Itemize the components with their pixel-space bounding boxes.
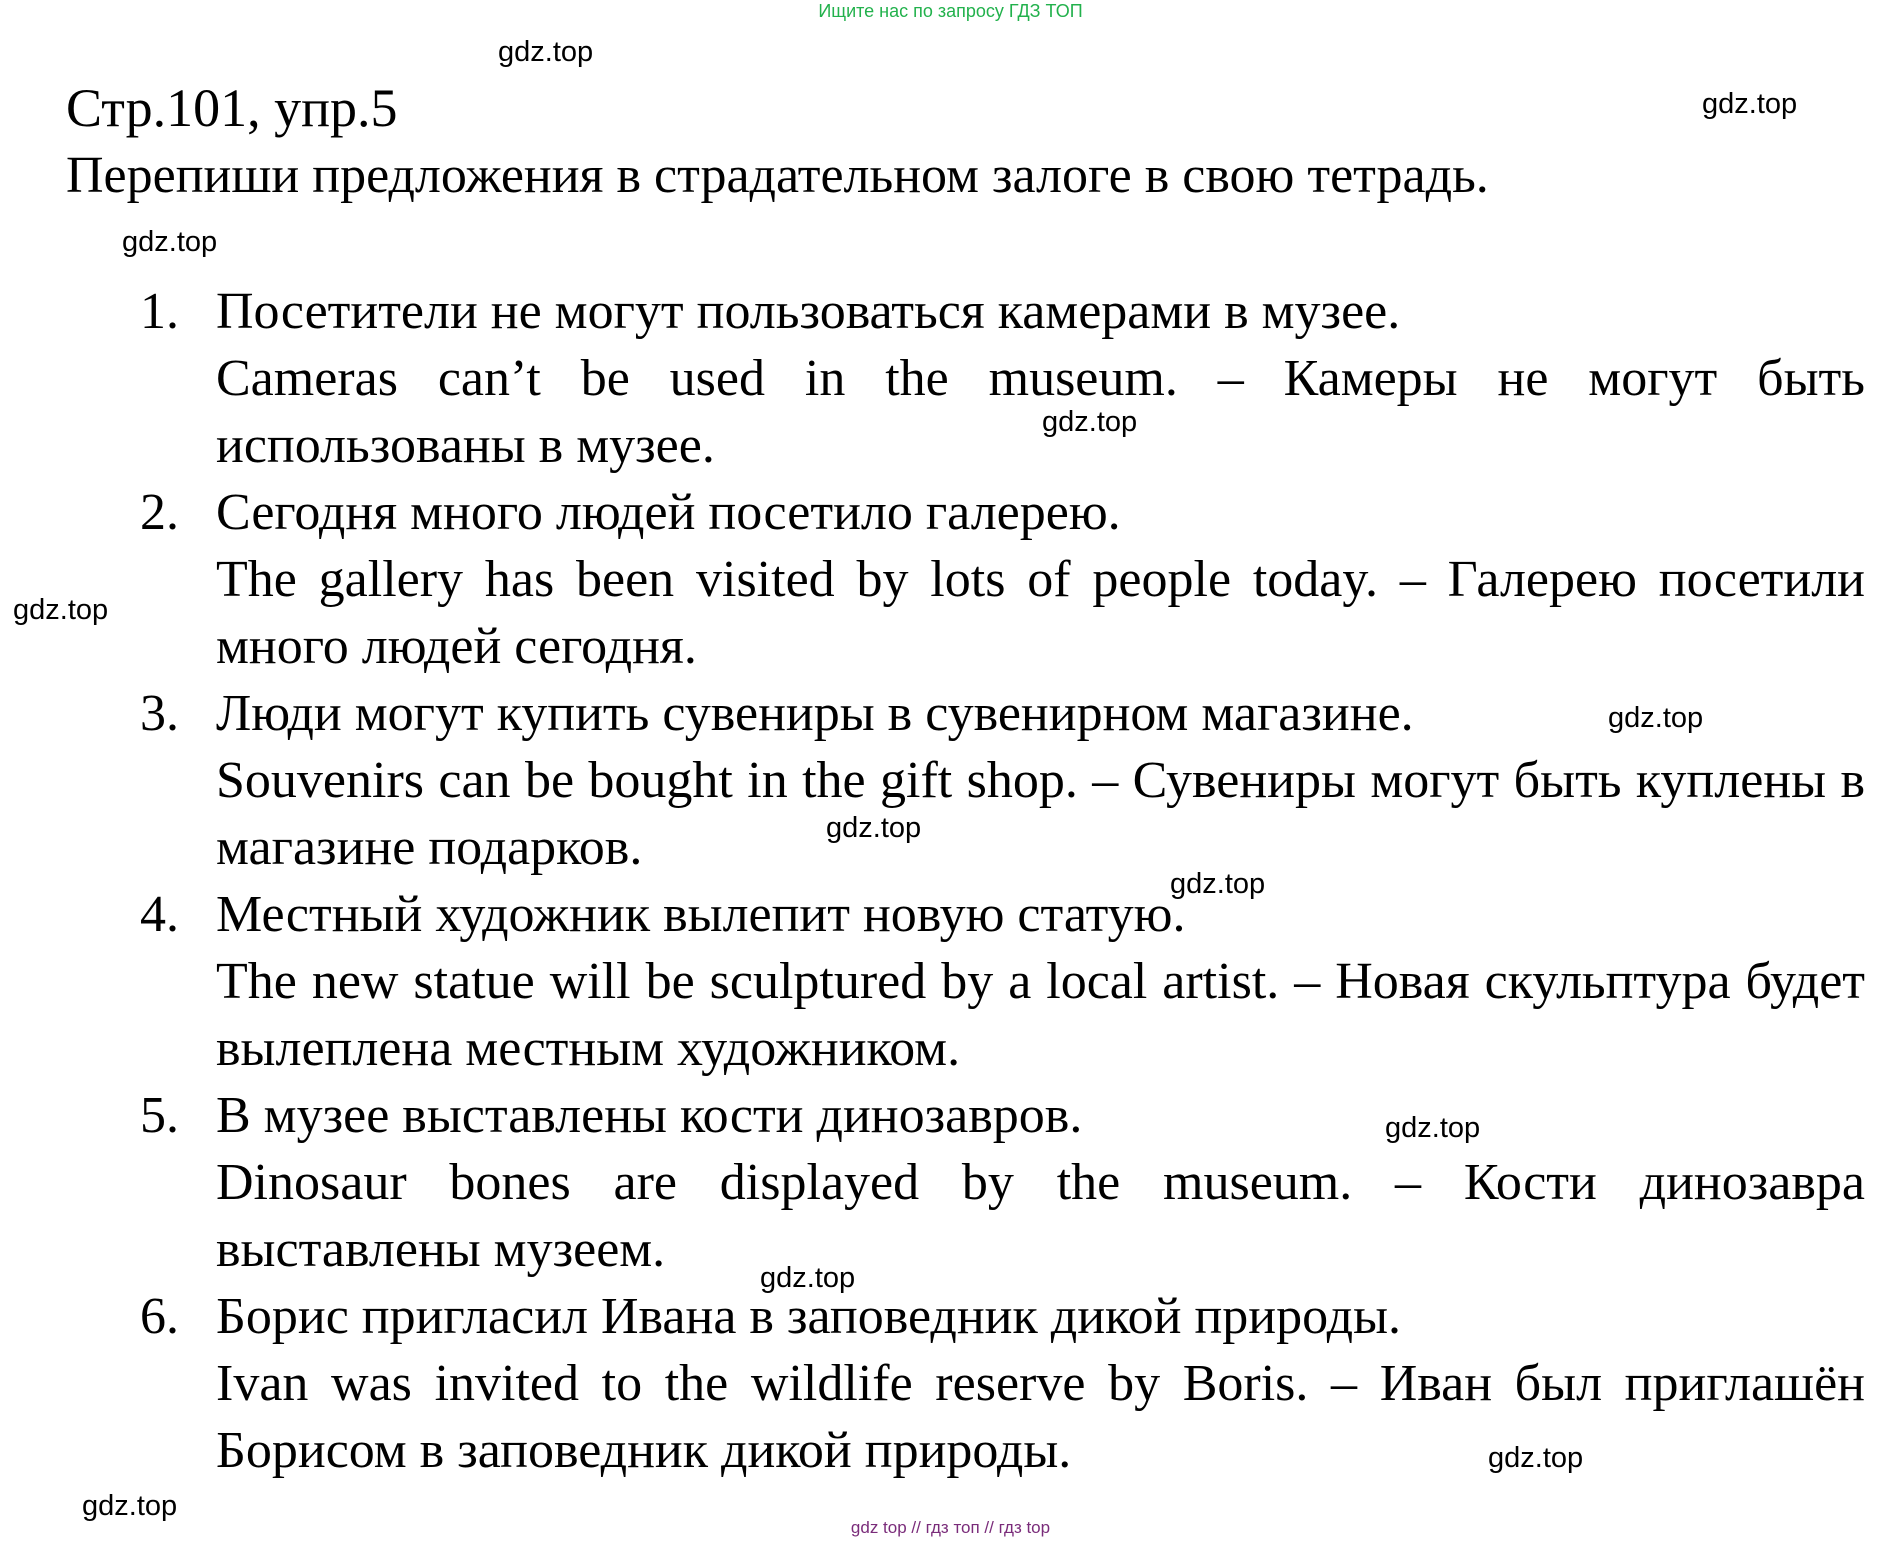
watermark: gdz.top — [1385, 1112, 1481, 1144]
watermark: gdz.top — [13, 594, 109, 626]
passive-answer: Ivan was invited to the wildlife reserve by Boris. – Иван был приглашён Борисом в заповедник дикой природы. — [216, 1355, 1865, 1479]
russian-sentence: Борис пригласил Ивана в заповедник дикой природы. — [216, 1288, 1402, 1345]
passive-answer: Cameras can’t be used in the museum. – Камеры не могут быть использованы в музее. — [216, 350, 1865, 474]
passive-answer: Dinosaur bones are displayed by the museum. – Кости динозавра выставлены музеем. — [216, 1154, 1865, 1278]
russian-sentence: Посетители не могут пользоваться камерами в музее. — [216, 283, 1401, 340]
item-number: 1. — [140, 283, 179, 340]
russian-sentence: В музее выставлены кости динозавров. — [216, 1087, 1083, 1144]
exercise-item — [140, 881, 1865, 1082]
watermark: gdz.top — [1702, 88, 1798, 120]
watermark: gdz.top — [1170, 868, 1266, 900]
item-number: 6. — [140, 1288, 179, 1345]
russian-sentence: Люди могут купить сувениры в сувенирном магазине. — [216, 685, 1414, 742]
top-search-banner: Ищите нас по запросу ГДЗ ТОП — [818, 1, 1083, 21]
bottom-footer-banner: gdz top // гдз топ // гдз top — [850, 1518, 1051, 1537]
passive-answer: Souvenirs can be bought in the gift shop. – Сувениры могут быть куплены в магазине подарков. — [216, 752, 1865, 876]
exercise-item — [140, 680, 1865, 881]
item-number: 5. — [140, 1087, 179, 1144]
watermark: gdz.top — [122, 226, 218, 258]
item-number: 2. — [140, 484, 179, 541]
watermark: gdz.top — [82, 1490, 178, 1522]
watermark: gdz.top — [760, 1262, 856, 1294]
exercise-item — [140, 479, 1865, 680]
watermark: gdz.top — [826, 812, 922, 844]
watermark: gdz.top — [1042, 406, 1138, 438]
item-number: 4. — [140, 886, 179, 943]
exercise-item — [140, 1283, 1865, 1484]
passive-answer: The gallery has been visited by lots of people today. – Галерею посетили много людей сегодня. — [216, 551, 1865, 675]
russian-sentence: Местный художник вылепит новую статую. — [216, 886, 1186, 943]
watermark: gdz.top — [498, 36, 594, 68]
exercise-item — [140, 1082, 1865, 1283]
exercise-item — [140, 278, 1865, 479]
item-number: 3. — [140, 685, 179, 742]
watermark: gdz.top — [1488, 1442, 1584, 1474]
exercise-list — [140, 278, 1865, 1484]
russian-sentence: Сегодня много людей посетило галерею. — [216, 484, 1121, 541]
page-title: Стр.101, упр.5 — [66, 78, 398, 138]
watermark: gdz.top — [1608, 702, 1704, 734]
passive-answer: The new statue will be sculptured by a local artist. – Новая скульптура будет вылеплена местным художником. — [216, 953, 1865, 1077]
task-instruction: Перепиши предложения в страдательном залоге в свою тетрадь. — [66, 147, 1489, 204]
